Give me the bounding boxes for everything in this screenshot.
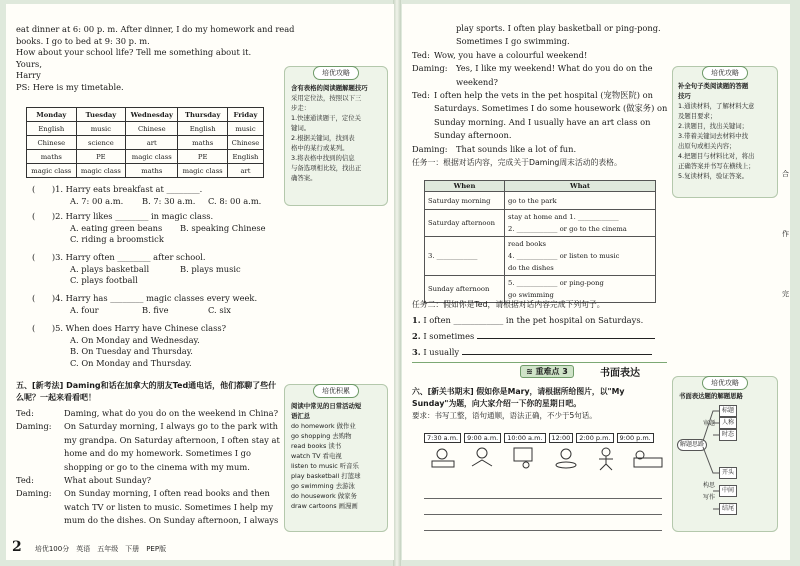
edge-char: 作	[782, 230, 789, 238]
mindmap-node: 开头	[719, 467, 737, 479]
timetable-cell: magic class	[126, 150, 178, 164]
table-cell-what: go to the park	[505, 192, 656, 210]
dialogue-line: home and do my homework. Sometimes I go	[64, 448, 251, 459]
option: A. plays basketball	[70, 263, 150, 274]
picture-breakfast	[432, 449, 454, 467]
tip-line: play basketball 打篮球	[291, 472, 361, 480]
mindmap-branch: 写作	[703, 494, 716, 501]
tip-line: 含有表格的阅读题解题技巧	[291, 84, 368, 92]
dialogue-line: Saturdays. Sometimes I do some housework (做家务) on	[434, 103, 668, 114]
speaker: Daming:	[412, 143, 448, 154]
writing-line[interactable]	[424, 498, 662, 499]
option: C. six	[208, 304, 231, 315]
question-4	[32, 293, 280, 323]
time-row	[412, 425, 667, 444]
table-cell-when: Sunday afternoon	[425, 276, 505, 303]
section-badge	[520, 365, 574, 378]
dialogue-line: On Sunday morning, I often read books and then	[64, 488, 270, 499]
table-header: What	[505, 181, 656, 192]
dialogue-line: I often help the vets in the pet hospital (宠物医院) on	[434, 90, 653, 101]
time-box: 12:00	[549, 433, 574, 443]
dialogue-line: mum do the dishes. On Sunday afternoon, I always	[64, 515, 279, 526]
time-box: 2:00 p.m.	[576, 433, 613, 443]
question-5	[32, 323, 280, 369]
tip-line: go swimming 去游泳	[291, 482, 355, 490]
tip-box-activities	[284, 384, 388, 532]
speaker: Daming:	[16, 488, 52, 499]
table-blank-5[interactable]: 5. ____________ or ping-pong	[508, 279, 604, 287]
timetable-cell: magic class	[76, 164, 126, 178]
tip-line: 与备选项相比较，找出正	[291, 164, 362, 172]
edge-tab	[782, 144, 789, 324]
tip-line: 2.读题目，找出关键词；	[678, 122, 749, 130]
mindmap-node: 结尾	[719, 503, 737, 515]
option: B. plays music	[180, 263, 241, 274]
tip-line: do homework 做作业	[291, 422, 356, 430]
tip-line: listen to music 听音乐	[291, 462, 359, 470]
mindmap-node: 人称	[719, 417, 737, 429]
tip-line: 3.将表格中找到的信息	[291, 154, 355, 162]
speaker: Daming:	[412, 63, 448, 74]
table-cell-what: read books	[508, 240, 546, 248]
book-spine	[393, 0, 401, 566]
answer-bracket[interactable]: ( )2.	[32, 211, 63, 221]
timetable-cell: Chinese	[126, 122, 178, 136]
mindmap-branch: 审题	[703, 420, 716, 427]
table-header: When	[425, 181, 505, 192]
sentence-3: I usually	[423, 347, 460, 357]
tip-line: 补全句子类阅读题的答题	[678, 82, 749, 90]
question-stem: Harry often ________ after school.	[65, 252, 206, 262]
tip-box-completion	[672, 66, 778, 198]
table-blank-1[interactable]: stay at home and 1. ____________	[508, 213, 619, 221]
option: C. 8: 00 a.m.	[208, 195, 262, 206]
timetable	[26, 107, 264, 178]
activity-pictures	[424, 444, 674, 472]
section-5-title: 五、[新考法] Daming和话在加拿大的朋友Ted通电话，他们都聊了些什么呢？一起来看看吧！	[16, 381, 277, 402]
speaker: Ted:	[412, 49, 430, 60]
tip-line: do housework 做家务	[291, 492, 357, 500]
tip-box-writing	[672, 376, 778, 532]
speaker: Ted:	[16, 475, 34, 486]
dialogue-line: On Saturday morning, I always go to the park with	[64, 421, 278, 432]
timetable-cell: English	[227, 150, 263, 164]
timetable-header: Thursday	[178, 108, 228, 122]
question-3	[32, 252, 280, 299]
timetable-cell: Chinese	[27, 136, 77, 150]
option: C. riding a broomstick	[70, 234, 164, 244]
answer-bracket[interactable]: ( )3.	[32, 252, 63, 262]
timetable-cell: music	[227, 122, 263, 136]
task-2	[412, 298, 667, 360]
table-blank-4[interactable]: 4. ____________ or listen to music	[508, 252, 620, 260]
picture-tv	[514, 448, 532, 468]
table-cell-when: Saturday morning	[425, 192, 505, 210]
tip-subtitle: 书面表达题的解题思路	[679, 392, 743, 400]
table-cell-what: go swimming	[508, 291, 554, 299]
table-cell-what: do the dishes	[508, 264, 554, 272]
timetable-cell: PE	[76, 150, 126, 164]
dialogue-line: What about Sunday?	[64, 475, 152, 486]
timetable-cell: English	[178, 122, 228, 136]
table-cell-when: Saturday afternoon	[425, 210, 505, 237]
sentence-2: I sometimes	[423, 331, 475, 341]
tip-line: draw cartoons 画漫画	[291, 502, 358, 510]
option: A. 7: 00 a.m.	[70, 195, 124, 206]
tip-line: 5.复读材料，验证答案。	[678, 172, 749, 180]
mindmap-root: 解题思路	[677, 439, 707, 451]
dialogue-line: Sunday morning. And I usually have an art class on	[434, 116, 651, 127]
sentence-num: 1.	[412, 315, 421, 325]
mindmap-node: 中间	[719, 485, 737, 497]
picture-play	[599, 448, 613, 470]
sentence-num: 3.	[412, 347, 421, 357]
letter-line: Harry	[16, 70, 41, 80]
footer-text: 培优100分 英语 五年级 下册 PEP版	[34, 545, 167, 553]
table-blank-2[interactable]: 2. ____________ or go to the cinema	[508, 225, 627, 233]
section-6-title: 六、[新关书期末] 假如你是Mary，请根据所给图片，以"My Sunday"为题，向大家介绍一下你的星期日吧。	[412, 387, 625, 408]
answer-line[interactable]	[477, 331, 655, 339]
tip-line: 1.通读材料，了解材料大意	[678, 102, 755, 110]
option: C. On Monday and Thursday.	[70, 357, 192, 368]
tip-line: 语汇总	[291, 412, 311, 420]
timetable-header: Wednesday	[126, 108, 178, 122]
time-box: 7:30 a.m.	[424, 433, 461, 443]
letter-line: Yours,	[16, 58, 42, 69]
question-list	[32, 184, 280, 369]
tip-box-reading-table	[284, 66, 388, 206]
letter-line: How about your school life? Tell me something about it.	[16, 47, 252, 57]
table-blank-3[interactable]: 3. ____________	[425, 237, 505, 276]
tip-line: 键词。	[291, 124, 311, 132]
speaker: Ted:	[16, 408, 34, 418]
tip-title: 培优攻略	[702, 66, 748, 80]
dialogue-line: weekend?	[456, 76, 498, 87]
dialogue-line: That sounds like a lot of fun.	[456, 143, 577, 154]
section-title: 书面表达	[600, 368, 640, 379]
page-number: 2	[12, 539, 22, 555]
letter-line: eat dinner at 6: 00 p. m. After dinner, I do my homework and read	[16, 24, 295, 34]
sentence-1[interactable]: I often ____________ in the pet hospital on Saturdays.	[423, 315, 644, 325]
option: A. eating green beans	[70, 222, 163, 233]
timetable-header: Tuesday	[76, 108, 126, 122]
timetable-cell: English	[27, 122, 77, 136]
answer-bracket[interactable]: ( )1.	[32, 184, 63, 194]
page-footer	[12, 536, 166, 555]
task-2-instruction: 任务二：假如你是Ted，请根据对话内容完成下列句子。	[412, 300, 605, 309]
edge-char: 合	[782, 170, 789, 178]
wave-icon: ≋	[526, 367, 533, 376]
timetable-cell: science	[76, 136, 126, 150]
tip-line: read books 读书	[291, 442, 342, 450]
section-6-requirement: 要求：书写工整，语句通顺，语法正确，不少于5句话。	[412, 411, 597, 420]
timetable-cell: PE	[178, 150, 228, 164]
question-stem: When does Harry have Chinese class?	[65, 323, 227, 333]
option: A. On Monday and Wednesday.	[70, 334, 200, 345]
dialogue-line: Yes, I like my weekend! What do you do on the	[456, 63, 653, 74]
dialogue-line: my grandpa. On Saturday afternoon, I often stay at	[64, 434, 280, 445]
badge-text: 重难点 3	[535, 367, 568, 376]
tip-line: 技巧	[678, 92, 691, 100]
tip-line: 确答案。	[291, 174, 317, 182]
speaker: Daming:	[16, 421, 52, 432]
tip-title: 培优攻略	[702, 376, 748, 390]
right-page	[402, 4, 790, 560]
answer-line[interactable]	[462, 347, 652, 355]
timetable-cell: Chinese	[227, 136, 263, 150]
mindmap-node: 标题	[719, 405, 737, 417]
timetable-header: Friday	[227, 108, 263, 122]
timetable-cell: maths	[126, 164, 178, 178]
option: B. speaking Chinese	[180, 222, 266, 233]
dialogue-line: Wow, you have a colourful weekend!	[434, 49, 588, 60]
tip-line: 3.带着关键词去材料中找	[678, 132, 749, 140]
tip-line: 4.把题目与材料比对，将出	[678, 152, 755, 160]
tip-line: 步走：	[291, 104, 311, 112]
dialogue-line: play sports. I often play basketball or ping-pong.	[456, 23, 661, 33]
timetable-cell: art	[227, 164, 263, 178]
section-5	[16, 380, 278, 528]
option: C. plays football	[70, 275, 138, 285]
task-1-instruction: 任务一：根据对话内容，完成关于Daming周末活动的表格。	[412, 158, 622, 168]
tip-line: 及题目要求；	[678, 112, 717, 120]
tip-line: 采用定位法，按照以下三	[291, 94, 362, 102]
time-box: 9:00 a.m.	[464, 433, 501, 443]
picture-lunch	[556, 449, 576, 468]
time-box: 9:00 p.m.	[617, 433, 654, 443]
tip-line: 阅读中常见的日常活动短	[291, 402, 362, 410]
option: A. four	[70, 304, 99, 315]
option: B. 7: 30 a.m.	[142, 195, 196, 206]
tip-line: watch TV 看电视	[291, 452, 342, 460]
letter-line: PS: Here is my timetable.	[16, 81, 124, 92]
dialogue-line: Sometimes I go swimming.	[456, 36, 570, 47]
tip-line: 格中的某行或某列。	[291, 144, 349, 152]
mindmap-connectors	[673, 377, 779, 533]
dialogue-continued	[412, 22, 668, 169]
weekend-table	[424, 180, 656, 303]
option: B. On Tuesday and Thursday.	[70, 346, 193, 356]
tip-line: 出原句或相关内容；	[678, 142, 736, 150]
tip-line: 1.快速通读题干，定位关	[291, 114, 362, 122]
timetable-cell: magic class	[27, 164, 77, 178]
mindmap-node: 时态	[719, 429, 737, 441]
tip-line: 正确答案并书写在横线上；	[678, 162, 755, 170]
answer-bracket[interactable]: ( )5.	[32, 323, 63, 333]
question-stem: Harry has ________ magic classes every week.	[65, 293, 258, 303]
section-header	[412, 362, 667, 380]
time-box: 10:00 a.m.	[504, 433, 545, 443]
dialogue-line: watch TV or listen to music. Sometimes I help my	[64, 501, 274, 512]
section-6	[412, 386, 667, 476]
tip-title: 培优积累	[313, 384, 359, 398]
timetable-header: Monday	[27, 108, 77, 122]
picture-sleep	[634, 451, 662, 467]
timetable-cell: maths	[27, 150, 77, 164]
letter	[16, 24, 295, 93]
timetable-cell: music	[76, 122, 126, 136]
picture-reading	[472, 448, 492, 466]
question-2	[32, 211, 280, 258]
speaker: Ted:	[412, 90, 430, 101]
sentence-num: 2.	[412, 331, 421, 341]
answer-bracket[interactable]: ( )4.	[32, 293, 63, 303]
question-stem: Harry likes ________ in magic class.	[65, 211, 214, 221]
timetable-cell: art	[126, 136, 178, 150]
tip-line: 2.根据关键词，找到表	[291, 134, 355, 142]
timetable-cell: magic class	[178, 164, 228, 178]
dialogue-line: Daming, what do you do on the weekend in China?	[64, 408, 279, 418]
letter-line: books. I go to bed at 9: 30 p. m.	[16, 35, 150, 46]
dialogue-line: Sunday afternoon.	[434, 130, 512, 141]
writing-line[interactable]	[424, 530, 662, 531]
tip-line: go shopping 去购物	[291, 432, 352, 440]
left-page	[6, 4, 394, 560]
tip-title: 培优攻略	[313, 66, 359, 80]
option: B. five	[142, 304, 169, 315]
writing-line[interactable]	[424, 514, 662, 515]
question-stem: Harry eats breakfast at ________.	[65, 184, 203, 194]
dialogue-line: shopping or go to the cinema with my mum.	[64, 461, 250, 472]
timetable-cell: maths	[178, 136, 228, 150]
edge-char: 完	[782, 290, 789, 298]
mindmap-branch: 构思	[703, 482, 716, 489]
